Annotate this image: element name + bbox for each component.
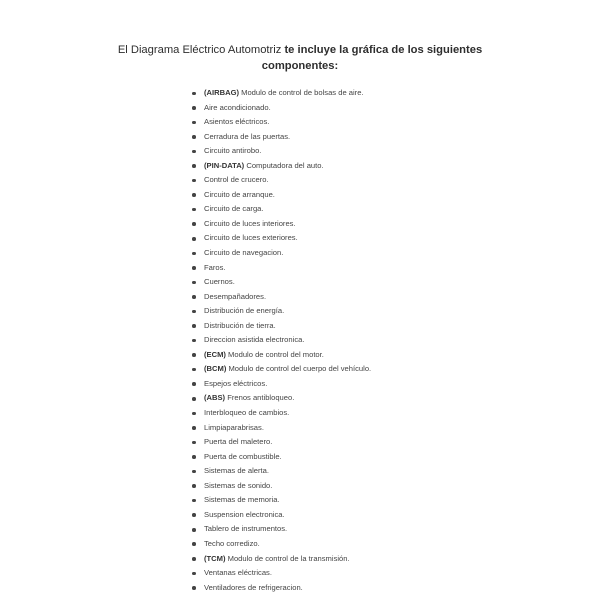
bullet-icon [192,281,196,285]
heading-intro: El Diagrama Eléctrico Automotriz [117,44,285,56]
list-item [190,348,530,363]
bullet-icon [192,193,196,197]
list-item [190,391,530,406]
list-item [190,188,530,203]
bullet-icon [192,295,196,299]
component-label: Distribución de energía. [204,306,285,316]
heading-emphasis-line2: componentes: [261,60,339,72]
component-label: Asientos eléctricos. [204,117,270,127]
bullet-icon [192,426,196,430]
list-item [190,217,530,232]
bullet-icon [192,412,196,416]
component-abbreviation: (PIN-DATA) [204,160,245,170]
list-item [190,261,530,276]
bullet-icon [192,542,196,546]
component-label: Frenos antibloqueo. [225,393,295,403]
list-item [190,493,530,508]
bullet-icon [192,353,196,357]
component-label: Direccion asistida electronica. [204,335,305,345]
list-item [190,275,530,290]
list-item [190,581,530,596]
bullet-icon [192,222,196,226]
component-label: Aire acondicionado. [204,102,271,112]
list-item [190,450,530,465]
bullet-icon [192,324,196,328]
bullet-icon [192,310,196,314]
component-label: Ventanas eléctricas. [204,568,272,578]
list-item [190,290,530,305]
component-label: Circuito de carga. [204,204,264,214]
component-label: Sistemas de sonido. [204,480,273,490]
list-item [190,566,530,581]
component-label: Ventiladores de refrigeracion. [204,582,303,592]
component-label: Modulo de control del cuerpo del vehículo. [226,364,372,374]
component-label: Circuito antirobo. [204,146,262,156]
bullet-icon [192,499,196,503]
list-item [190,202,530,217]
component-label: Cuernos. [204,277,235,287]
bullet-icon [192,441,196,445]
list-item [190,231,530,246]
bullet-icon [192,572,196,576]
bullet-icon [192,252,196,256]
component-label: Desempañadores. [204,291,267,301]
list-item [190,159,530,174]
page-heading [90,42,510,74]
component-label: Suspension electronica. [204,509,285,519]
bullet-icon [192,150,196,154]
component-abbreviation: (ABS) [204,393,226,403]
component-label: Modulo de control de bolsas de aire. [239,88,364,97]
component-label: Limpiaparabrisas. [204,422,264,432]
bullet-icon [192,208,196,212]
list-item [190,319,530,334]
component-label: Distribución de tierra. [204,320,276,330]
list-item [190,304,530,319]
bullet-icon [192,382,196,386]
component-label: Interbloqueo de cambios. [204,408,290,418]
component-label: Tablero de instrumentos. [204,524,288,534]
list-item [190,362,530,377]
list-item [190,86,530,101]
list-item [190,130,530,145]
bullet-icon [192,484,196,488]
component-label: Circuito de navegacion. [204,248,284,258]
list-item [190,377,530,392]
component-list [190,86,530,595]
bullet-icon [192,266,196,270]
bullet-icon [192,455,196,459]
component-label: Techo corredizo. [204,538,260,548]
component-label: Sistemas de alerta. [204,466,269,476]
component-label: Modulo de control del motor. [225,349,324,359]
component-abbreviation: (ECM) [204,349,226,359]
component-abbreviation: (BCM) [204,364,227,374]
bullet-icon [192,92,196,96]
component-label: Circuito de luces exteriores. [204,233,298,243]
component-label: Sistemas de memoria. [204,495,280,505]
bullet-icon [192,164,196,168]
list-item [190,464,530,479]
bullet-icon [192,106,196,110]
component-label: Modulo de control de la transmisión. [225,553,350,563]
component-label: Control de crucero. [204,175,269,185]
component-label: Computadora del auto. [244,160,324,170]
list-item [190,522,530,537]
bullet-icon [192,586,196,590]
component-label: Faros. [204,262,226,272]
component-label: Puerta del maletero. [204,437,273,447]
bullet-icon [192,470,196,474]
component-abbreviation: (AIRBAG) [204,88,240,97]
component-label: Espejos eléctricos. [204,378,268,388]
bullet-icon [192,121,196,125]
bullet-icon [192,528,196,532]
bullet-icon [192,397,196,401]
list-item [190,421,530,436]
list-item [190,508,530,523]
bullet-icon [192,513,196,517]
heading-emphasis-line1: te incluye la gráfica de los siguientes [284,44,483,56]
component-label: Circuito de arranque. [204,189,275,199]
list-item [190,246,530,261]
list-item [190,406,530,421]
list-item [190,101,530,116]
list-item [190,115,530,130]
bullet-icon [192,135,196,139]
list-item [190,435,530,450]
bullet-icon [192,557,196,561]
list-item [190,479,530,494]
list-item [190,537,530,552]
bullet-icon [192,339,196,343]
bullet-icon [192,237,196,241]
list-item [190,552,530,567]
list-item [190,144,530,159]
component-label: Cerradura de las puertas. [204,131,291,141]
list-item [190,173,530,188]
component-label: Circuito de luces interiores. [204,218,296,228]
component-abbreviation: (TCM) [204,553,226,563]
list-item [190,333,530,348]
component-label: Puerta de combustible. [204,451,282,461]
bullet-icon [192,368,196,372]
bullet-icon [192,179,196,183]
